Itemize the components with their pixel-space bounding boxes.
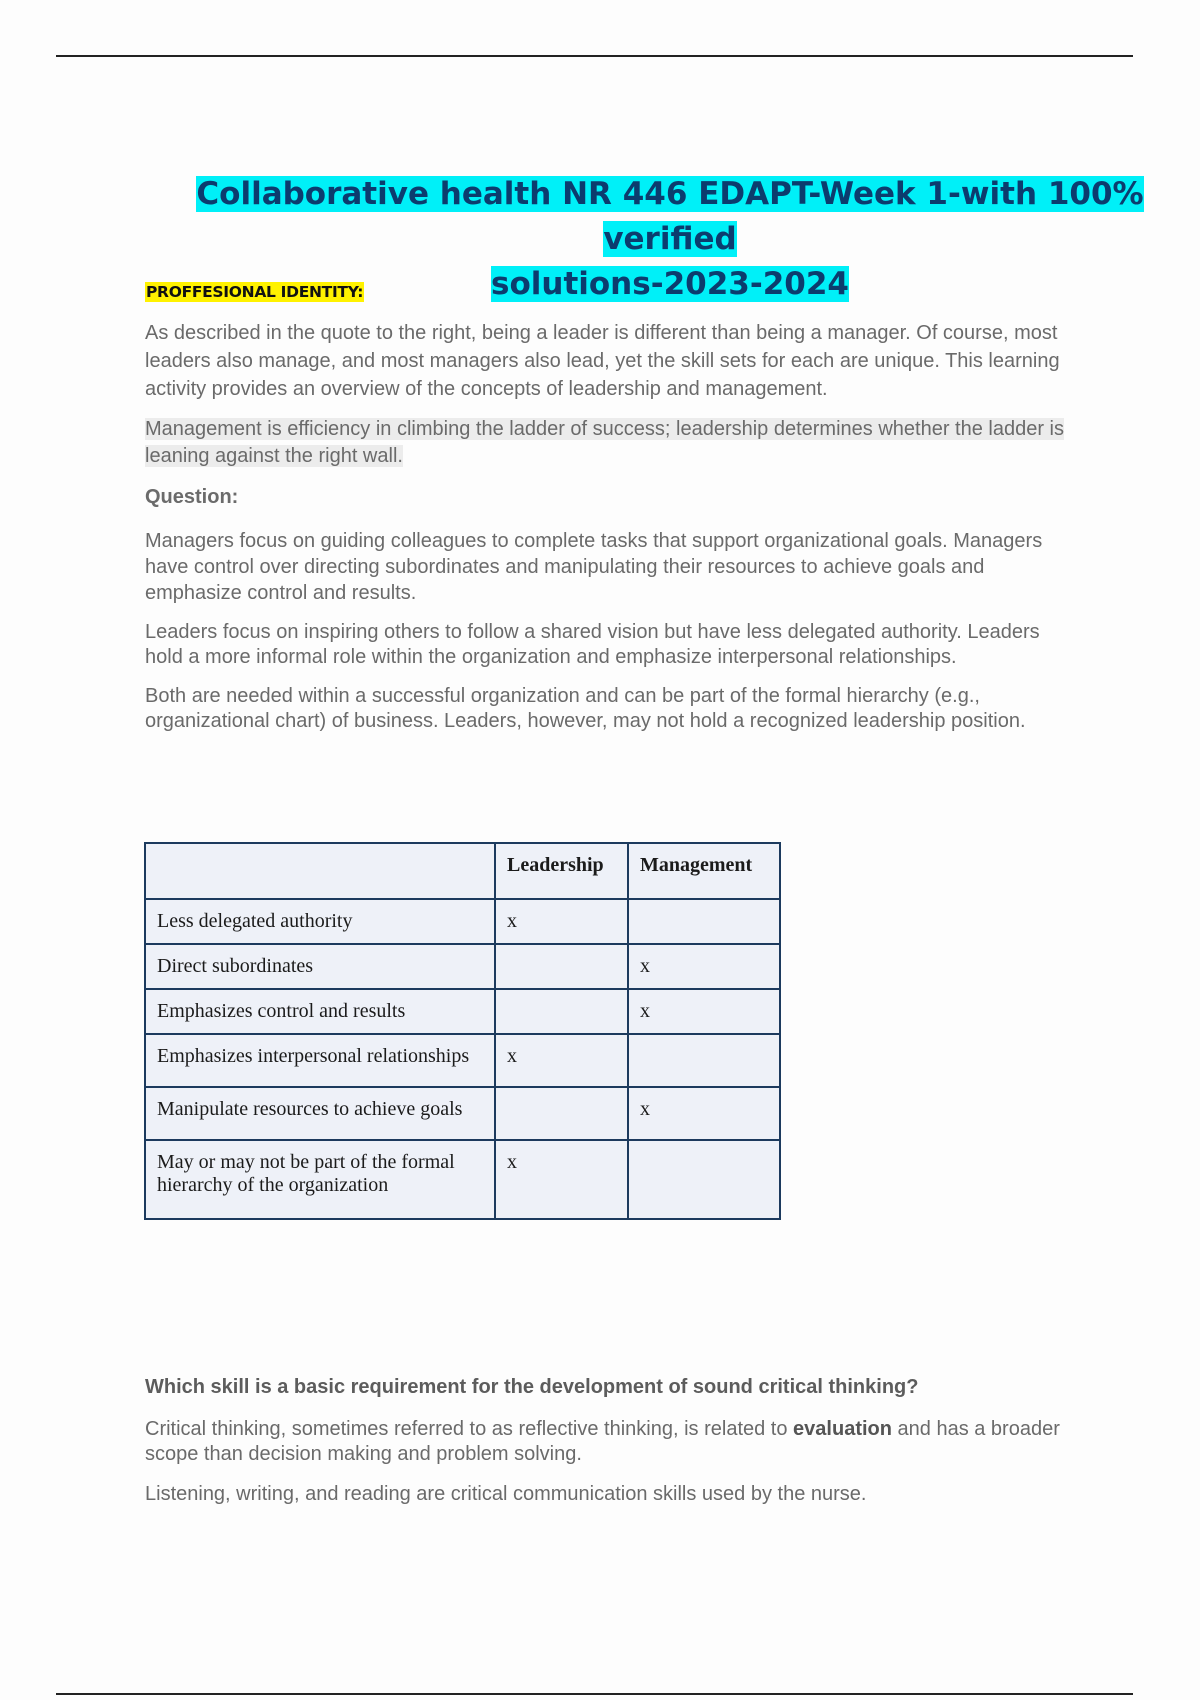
table-cell-trait: Manipulate resources to achieve goals — [145, 1087, 495, 1140]
table-cell-leadership: x — [495, 1140, 628, 1219]
managers-paragraph: Managers focus on guiding colleagues to complete tasks that support organizational goals. Managers have control over directing subordinates and manipulating their resources to achieve goals and emphasize control and results. — [145, 530, 1043, 604]
table-cell-trait: Emphasizes control and results — [145, 989, 495, 1034]
table-row — [145, 1087, 780, 1140]
table-cell-management: x — [628, 989, 780, 1034]
table-cell-management — [628, 1140, 780, 1219]
title-line-1: Collaborative health NR 446 EDAPT-Week 1-with 100% verified — [196, 176, 1144, 257]
bottom-section — [145, 1374, 1080, 1508]
table-row — [145, 989, 780, 1034]
table-row — [145, 944, 780, 989]
title-line-2: solutions-2023-2024 — [491, 266, 849, 302]
both-paragraph: Both are needed within a successful organization and can be part of the formal hierarchy (e.g., organizational chart) of business. Leaders, however, may not hold a recognized leadership position. — [145, 685, 1026, 732]
table-cell-trait: May or may not be part of the formal hierarchy of the organization — [145, 1140, 495, 1219]
table-cell-trait: Direct subordinates — [145, 944, 495, 989]
table-row — [145, 1034, 780, 1087]
table-cell-trait: Emphasizes interpersonal relationships — [145, 1034, 495, 1087]
table-cell-leadership — [495, 1087, 628, 1140]
table-cell-management: x — [628, 944, 780, 989]
critical-thinking-question: Which skill is a basic requirement for the development of sound critical thinking? — [145, 1376, 919, 1398]
intro-paragraph: As described in the quote to the right, being a leader is different than being a manager. Of course, most leaders also manage, and most managers also lead, yet the skill sets for each are unique. This learning activity provides an overview of the concepts of leadership and management. — [145, 322, 1060, 400]
table-cell-management: x — [628, 1087, 780, 1140]
critical-text-bold: evaluation — [793, 1418, 892, 1440]
table-cell-management — [628, 1034, 780, 1087]
section-label: PROFFESIONAL IDENTITY: — [146, 283, 364, 301]
comparison-table — [144, 842, 781, 1220]
bottom-rule — [56, 1693, 1133, 1695]
table-header-leadership: Leadership — [495, 843, 628, 899]
body-content — [145, 282, 1080, 734]
table-cell-leadership: x — [495, 899, 628, 944]
leaders-paragraph: Leaders focus on inspiring others to follow a shared vision but have less delegated authority. Leaders hold a more informal role within the organization and emphasize interpersonal relationships. — [145, 621, 1040, 668]
table-header-row — [145, 843, 780, 899]
critical-text-end: and has a broader scope than decision making and problem solving. — [145, 1418, 1060, 1465]
table-row — [145, 1140, 780, 1219]
table-cell-leadership — [495, 944, 628, 989]
table-header-management: Management — [628, 843, 780, 899]
question-label: Question: — [145, 486, 239, 508]
quote-text: Management is efficiency in climbing the ladder of success; leadership determines whether the ladder is leaning against the right wall. — [145, 418, 1065, 467]
top-rule — [56, 55, 1133, 57]
critical-thinking-paragraph — [145, 1417, 1080, 1467]
quote-block — [145, 416, 1080, 470]
critical-text-start: Critical thinking, sometimes referred to as reflective thinking, is related to — [145, 1418, 794, 1440]
table-row — [145, 899, 780, 944]
table-cell-management — [628, 899, 780, 944]
table-cell-leadership: x — [495, 1034, 628, 1087]
table-header-cell — [145, 843, 495, 899]
listening-paragraph: Listening, writing, and reading are critical communication skills used by the nurse. — [145, 1483, 867, 1505]
table-cell-trait: Less delegated authority — [145, 899, 495, 944]
table-cell-leadership — [495, 989, 628, 1034]
